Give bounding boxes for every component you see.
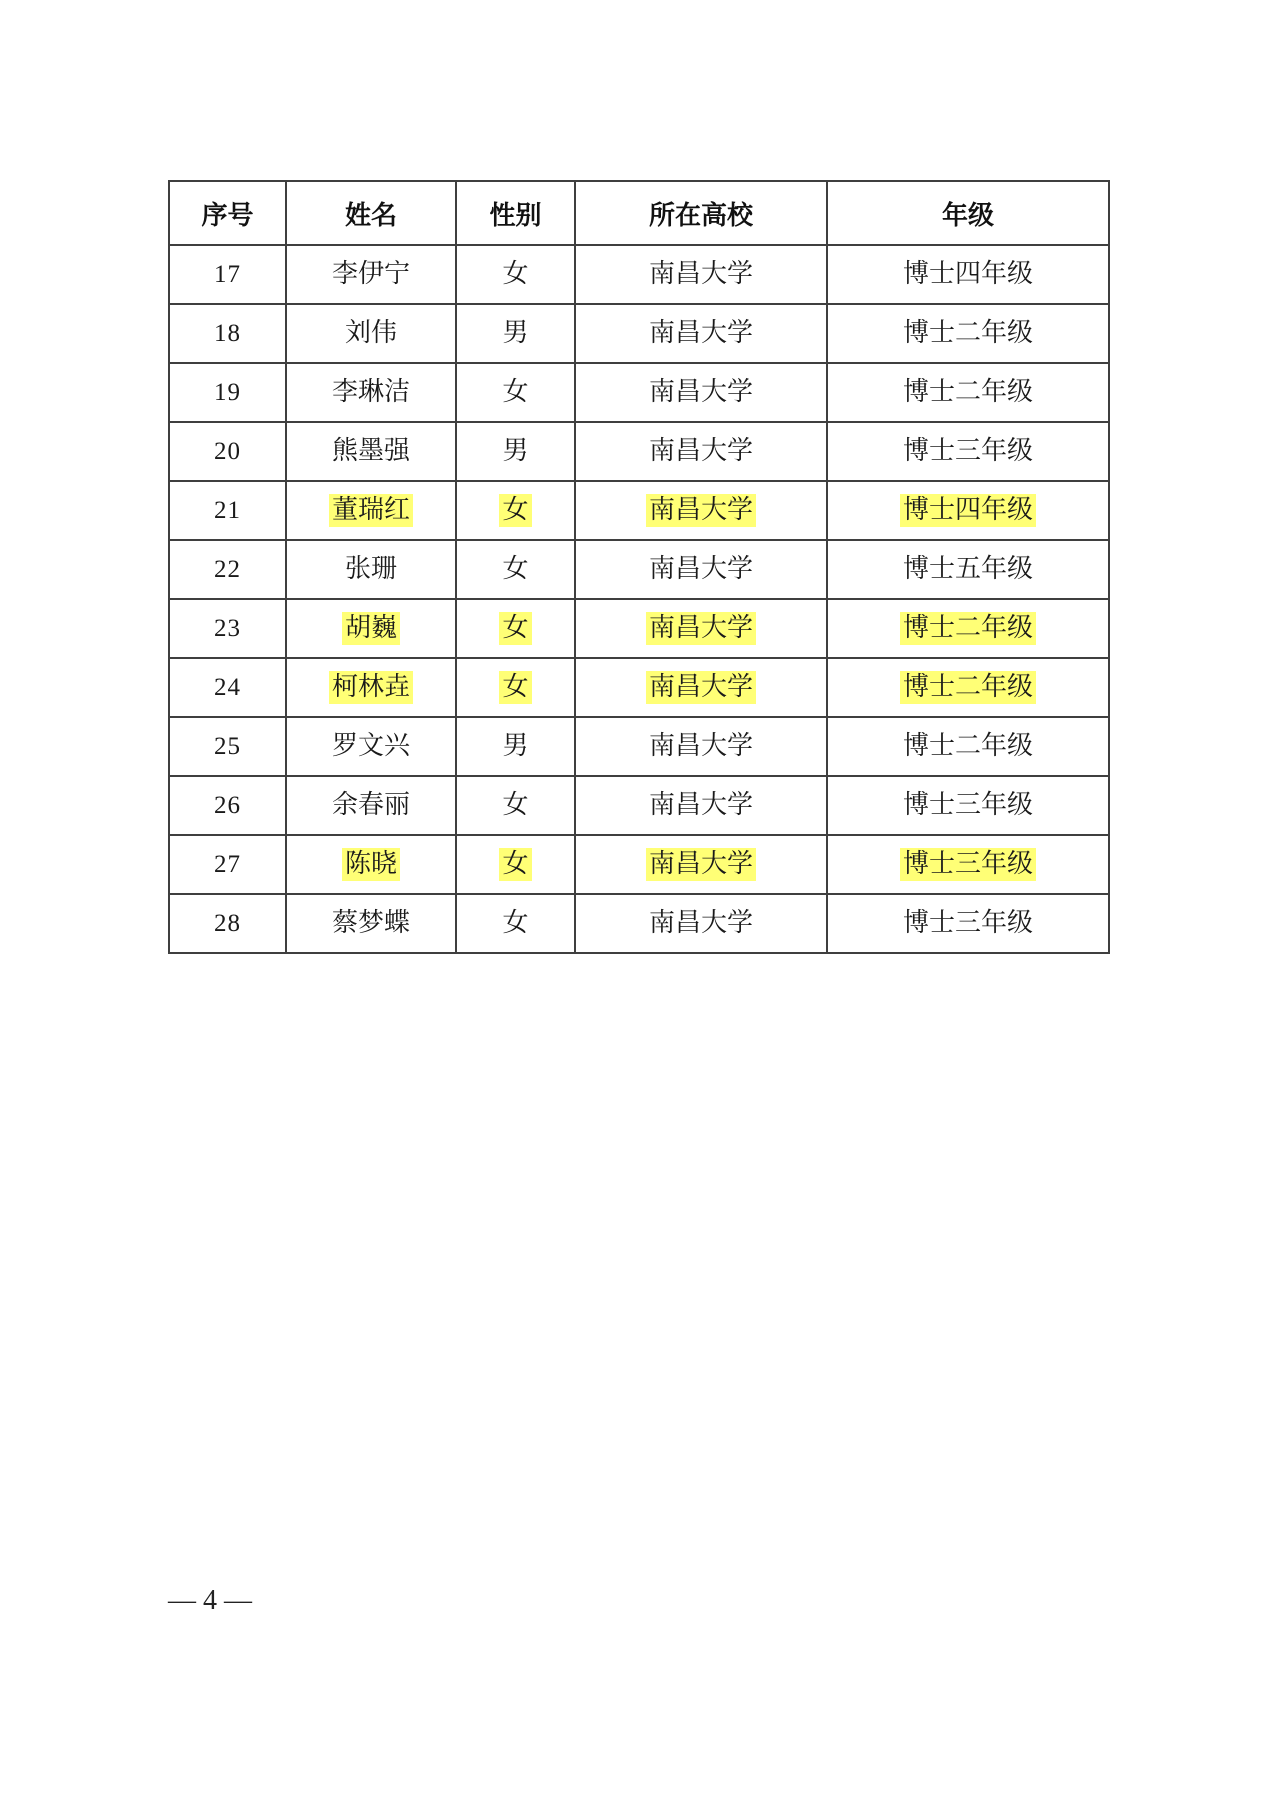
table-row: [169, 599, 1109, 658]
cell-serial: [169, 776, 286, 835]
cell-university: [575, 835, 827, 894]
cell-university: [575, 481, 827, 540]
cell-grade: [827, 245, 1109, 304]
gender-text: 男: [502, 318, 529, 348]
cell-university: [575, 776, 827, 835]
cell-name: [286, 717, 456, 776]
name-text: 余春丽: [331, 790, 410, 820]
cell-serial: [169, 894, 286, 953]
serial-text: 27: [214, 850, 241, 878]
gender-text: 女: [499, 848, 531, 881]
table-row: [169, 658, 1109, 717]
cell-grade: [827, 481, 1109, 540]
cell-gender: [456, 363, 575, 422]
name-text: 柯林垚: [329, 671, 413, 704]
table-row: [169, 363, 1109, 422]
grade-text: 博士二年级: [902, 377, 1033, 407]
table-row: [169, 776, 1109, 835]
cell-grade: [827, 776, 1109, 835]
cell-grade: [827, 363, 1109, 422]
cell-university: [575, 245, 827, 304]
university-text: 南昌大学: [648, 259, 753, 289]
serial-text: 22: [214, 555, 241, 583]
gender-text: 女: [502, 554, 529, 584]
serial-text: 18: [214, 319, 241, 347]
grade-text: 博士四年级: [900, 494, 1036, 527]
page-number: — 4 —: [168, 1585, 252, 1616]
university-text: 南昌大学: [646, 612, 756, 645]
cell-name: [286, 599, 456, 658]
header-university: 所在高校: [575, 181, 827, 245]
gender-text: 女: [502, 908, 529, 938]
grade-text: 博士五年级: [902, 554, 1033, 584]
table-body: [169, 245, 1109, 953]
university-text: 南昌大学: [648, 318, 753, 348]
cell-grade: [827, 658, 1109, 717]
grade-text: 博士二年级: [900, 671, 1036, 704]
serial-text: 28: [214, 909, 241, 937]
cell-gender: [456, 304, 575, 363]
cell-gender: [456, 540, 575, 599]
gender-text: 女: [502, 790, 529, 820]
cell-name: [286, 540, 456, 599]
serial-text: 25: [214, 732, 241, 760]
header-gender: 性别: [456, 181, 575, 245]
header-serial: 序号: [169, 181, 286, 245]
header-name: 姓名: [286, 181, 456, 245]
cell-serial: [169, 304, 286, 363]
cell-name: [286, 245, 456, 304]
cell-gender: [456, 422, 575, 481]
cell-grade: [827, 717, 1109, 776]
university-text: 南昌大学: [646, 848, 756, 881]
cell-serial: [169, 717, 286, 776]
cell-grade: [827, 304, 1109, 363]
cell-grade: [827, 894, 1109, 953]
university-text: 南昌大学: [648, 436, 753, 466]
cell-university: [575, 599, 827, 658]
university-text: 南昌大学: [648, 908, 753, 938]
university-text: 南昌大学: [646, 494, 756, 527]
cell-name: [286, 304, 456, 363]
gender-text: 男: [502, 731, 529, 761]
table-row: [169, 894, 1109, 953]
university-text: 南昌大学: [648, 731, 753, 761]
cell-university: [575, 304, 827, 363]
serial-text: 26: [214, 791, 241, 819]
cell-gender: [456, 481, 575, 540]
name-text: 董瑞红: [329, 494, 413, 527]
name-text: 李伊宁: [331, 259, 410, 289]
cell-serial: [169, 835, 286, 894]
cell-name: [286, 776, 456, 835]
table-row: [169, 422, 1109, 481]
table-row: [169, 835, 1109, 894]
cell-serial: [169, 422, 286, 481]
cell-serial: [169, 658, 286, 717]
gender-text: 女: [502, 259, 529, 289]
serial-text: 21: [214, 496, 241, 524]
cell-serial: [169, 245, 286, 304]
grade-text: 博士二年级: [900, 612, 1036, 645]
table-row: [169, 304, 1109, 363]
serial-text: 23: [214, 614, 241, 642]
cell-name: [286, 835, 456, 894]
serial-text: 17: [214, 260, 241, 288]
university-text: 南昌大学: [648, 790, 753, 820]
cell-serial: [169, 363, 286, 422]
cell-grade: [827, 835, 1109, 894]
name-text: 熊墨强: [331, 436, 410, 466]
cell-name: [286, 658, 456, 717]
gender-text: 男: [502, 436, 529, 466]
cell-grade: [827, 599, 1109, 658]
table-header-row: [169, 181, 1109, 245]
grade-text: 博士三年级: [900, 848, 1036, 881]
name-text: 罗文兴: [331, 731, 410, 761]
grade-text: 博士三年级: [902, 436, 1033, 466]
cell-university: [575, 894, 827, 953]
cell-name: [286, 481, 456, 540]
cell-university: [575, 540, 827, 599]
cell-university: [575, 658, 827, 717]
cell-gender: [456, 658, 575, 717]
header-grade: 年级: [827, 181, 1109, 245]
gender-text: 女: [499, 671, 531, 704]
serial-text: 20: [214, 437, 241, 465]
name-text: 陈晓: [342, 848, 400, 881]
serial-text: 24: [214, 673, 241, 701]
serial-text: 19: [214, 378, 241, 406]
name-text: 张珊: [344, 554, 397, 584]
cell-name: [286, 894, 456, 953]
cell-grade: [827, 422, 1109, 481]
cell-gender: [456, 717, 575, 776]
cell-name: [286, 422, 456, 481]
grade-text: 博士三年级: [902, 908, 1033, 938]
university-text: 南昌大学: [648, 377, 753, 407]
name-text: 李琳洁: [331, 377, 410, 407]
cell-gender: [456, 245, 575, 304]
name-text: 蔡梦蝶: [331, 908, 410, 938]
cell-serial: [169, 540, 286, 599]
cell-gender: [456, 835, 575, 894]
cell-gender: [456, 776, 575, 835]
cell-serial: [169, 481, 286, 540]
grade-text: 博士二年级: [902, 318, 1033, 348]
grade-text: 博士二年级: [902, 731, 1033, 761]
gender-text: 女: [499, 494, 531, 527]
table-row: [169, 540, 1109, 599]
cell-university: [575, 422, 827, 481]
cell-university: [575, 363, 827, 422]
gender-text: 女: [499, 612, 531, 645]
university-text: 南昌大学: [646, 671, 756, 704]
table-row: [169, 245, 1109, 304]
name-text: 刘伟: [344, 318, 397, 348]
cell-name: [286, 363, 456, 422]
cell-grade: [827, 540, 1109, 599]
table-row: [169, 481, 1109, 540]
gender-text: 女: [502, 377, 529, 407]
cell-gender: [456, 599, 575, 658]
cell-serial: [169, 599, 286, 658]
grade-text: 博士四年级: [902, 259, 1033, 289]
students-table: [168, 180, 1110, 954]
cell-university: [575, 717, 827, 776]
grade-text: 博士三年级: [902, 790, 1033, 820]
table-row: [169, 717, 1109, 776]
name-text: 胡巍: [342, 612, 400, 645]
cell-gender: [456, 894, 575, 953]
university-text: 南昌大学: [648, 554, 753, 584]
table-head: [169, 181, 1109, 245]
